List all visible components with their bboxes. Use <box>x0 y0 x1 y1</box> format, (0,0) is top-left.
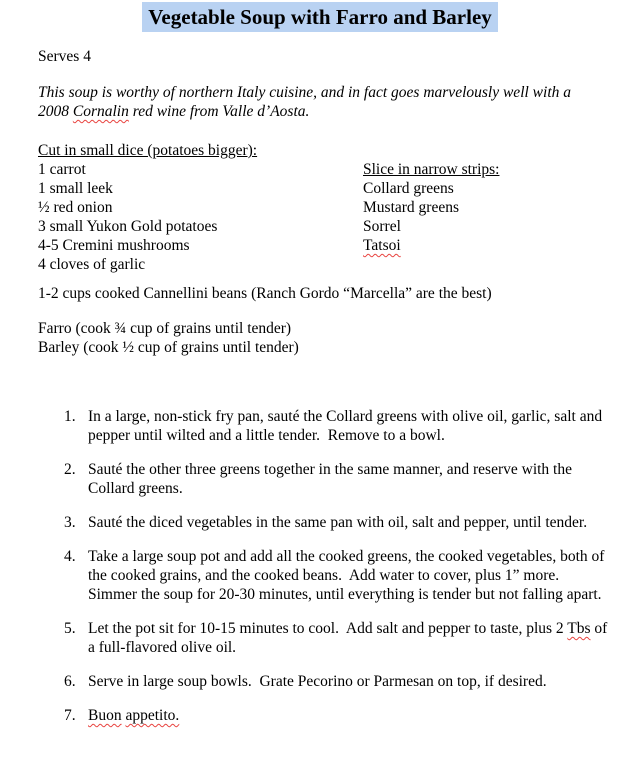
step-number: 2. <box>64 461 76 478</box>
step-text <box>88 408 606 444</box>
step-number: 5. <box>64 620 76 637</box>
list-line <box>363 198 499 217</box>
step-text <box>88 707 179 724</box>
serves-line: Serves 4 <box>38 48 91 65</box>
text-segment: 3 small Yukon Gold potatoes <box>38 218 218 235</box>
dice-header: Cut in small dice (potatoes bigger): <box>38 142 258 159</box>
recipe-step <box>0 619 640 657</box>
step-text <box>88 620 611 656</box>
beans-line: 1-2 cups cooked Cannellini beans (Ranch Gordo “Marcella” are the best) <box>38 285 492 302</box>
text-segment: 4-5 Cremini mushrooms <box>38 237 190 254</box>
text-segment: ½ red onion <box>38 199 113 216</box>
recipe-step <box>0 706 640 725</box>
list-line <box>38 198 640 217</box>
step-text <box>88 461 576 497</box>
text-segment: of a full-flavored olive oil. <box>88 620 612 656</box>
misspelled-word: Buon <box>88 707 122 724</box>
list-line <box>363 236 499 255</box>
misspelled-word: Tatsoi <box>363 237 401 254</box>
steps-list <box>0 407 640 725</box>
list-line <box>38 217 640 236</box>
text-segment: This soup is worthy of northern Italy cuisine, and in fact goes marvelously well with a 2008 <box>38 84 575 120</box>
selected-text-highlight: Vegetable Soup with Farro and Barley <box>142 2 498 32</box>
dice-column <box>38 141 640 274</box>
intro-paragraph <box>38 83 586 121</box>
text-segment: Let the pot sit for 10-15 minutes to cool. Add salt and pepper to taste, plus 2 <box>88 620 568 637</box>
ingredients-columns <box>38 141 640 274</box>
list-line <box>38 160 640 179</box>
step-text <box>88 673 547 690</box>
text-segment: Mustard greens <box>363 199 459 216</box>
step-number: 3. <box>64 514 76 531</box>
text-segment: Serve in large soup bowls. Grate Pecorino or Parmesan on top, if desired. <box>88 673 547 690</box>
text-segment: red wine from Valle d’Aosta. <box>128 103 310 120</box>
misspelled-word: Tbs <box>567 620 591 637</box>
text-segment: Sorrel <box>363 218 401 235</box>
list-line <box>363 179 499 198</box>
list-line <box>38 255 640 274</box>
text-segment: In a large, non-stick fry pan, sauté the Collard greens with olive oil, garlic, salt and pepper until wilted and a little tender. Remove to a bowl. <box>88 408 606 444</box>
dice-list <box>38 160 640 274</box>
recipe-step <box>0 407 640 445</box>
text-segment: 1 carrot <box>38 161 86 178</box>
step-number: 1. <box>64 408 76 425</box>
step-number: 4. <box>64 548 76 565</box>
text-segment: Collard greens <box>363 180 454 197</box>
text-segment: Sauté the diced vegetables in the same pan with oil, salt and pepper, until tender. <box>88 514 588 531</box>
strips-column <box>363 160 499 255</box>
text-segment: Farro (cook ¾ cup of grains until tender) <box>38 320 292 337</box>
grains-lines <box>38 319 640 357</box>
step-text <box>88 514 587 531</box>
recipe-step <box>0 672 640 691</box>
recipe-title <box>0 6 640 28</box>
misspelled-word: appetito. <box>125 707 180 724</box>
recipe-step <box>0 513 640 532</box>
text-segment: Sauté the other three greens together in the same manner, and reserve with the Collard greens. <box>88 461 576 497</box>
recipe-step <box>0 547 640 604</box>
list-line <box>38 236 640 255</box>
step-number: 6. <box>64 673 76 690</box>
list-line <box>38 179 640 198</box>
list-line <box>38 319 640 338</box>
list-line <box>363 217 499 236</box>
text-segment: 4 cloves of garlic <box>38 256 146 273</box>
text-segment: Barley (cook ½ cup of grains until tender) <box>38 339 299 356</box>
strips-list <box>363 179 499 255</box>
text-segment: 1 small leek <box>38 180 113 197</box>
list-line <box>38 338 640 357</box>
recipe-step <box>0 460 640 498</box>
strips-header: Slice in narrow strips: <box>363 161 500 178</box>
misspelled-word: Cornalin <box>72 103 129 120</box>
text-segment: Take a large soup pot and add all the cooked greens, the cooked vegetables, both of the cooked grains, and the cooked beans. Add water to cover, plus 1” more. Simmer the soup for 20-30 minutes, until everything is tender but not falling apart. <box>88 548 609 603</box>
step-number: 7. <box>64 707 76 724</box>
step-text <box>88 548 608 603</box>
